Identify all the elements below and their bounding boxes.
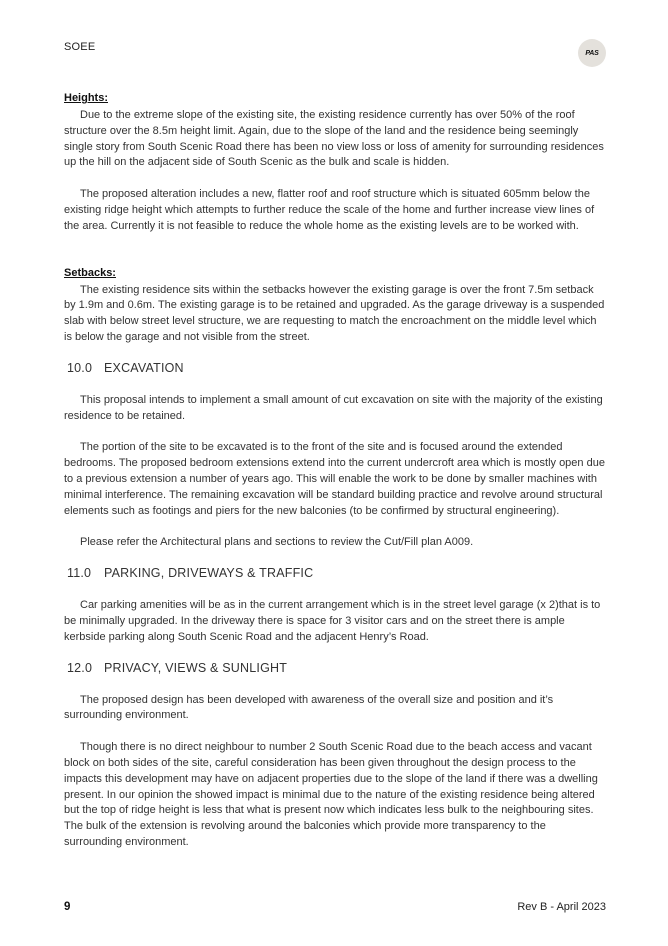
document-label: SOEE	[64, 41, 96, 53]
privacy-heading	[67, 659, 606, 677]
privacy-paragraph: The proposed design has been developed with awareness of the overall size and position and it’s surrounding environment.	[64, 693, 554, 722]
heights-heading: Heights:	[64, 92, 108, 104]
privacy-paragraph: Though there is no direct neighbour to number 2 South Scenic Road due to the beach access and vacant block on both sides of the site, careful consideration has been given throughout the design process to the impacts this development may have on adjacent properties due to the slope of the land if there was a dwelling present. In our opinion the showed impact is minimal due to the nature of the existing residence being altered but the top of ridge height is less that what is present now which indicates less bulk to the neighbouring sites. The bulk of the extension is revolving around the balconies which provide more transparency to the surrounding environment.	[64, 741, 598, 848]
excavation-paragraph: The portion of the site to be excavated is to the front of the site and is focused around the extended bedrooms. The proposed bedroom extensions extend into the current undercroft area which is mostly open due to a previous extension a number of years ago. This will enable the work to be done by smaller machines with minimal interference. The remaining excavation will be standard building practice and revolve around structural elements such as footings and piers for the new balconies (to be confirmed by structural engineering).	[64, 441, 605, 517]
revision-label: Rev B - April 2023	[517, 901, 606, 913]
excavation-section	[64, 359, 606, 551]
heights-paragraph: The proposed alteration includes a new, flatter roof and roof structure which is situated 605mm below the existing ridge height which attempts to further reduce the scale of the home and further increase view lines of the area. Currently it is not feasible to reduce the whole home as the existing levels are to be worked with.	[64, 188, 595, 232]
parking-paragraph: Car parking amenities will be as in the current arrangement which is in the street level garage (x 2)that is to be minimally upgraded. In the driveway there is space for 3 visitor cars and on the street there is ample kerbside parking along South Scenic Road and the adjacent Henry’s Road.	[64, 599, 601, 643]
heights-paragraph: Due to the extreme slope of the existing site, the existing residence currently has over 50% of the roof structure over the 8.5m height limit. Again, due to the slope of the land and the residence being seemingly single story from South Scenic Road there has been no view loss or loss of amenity for surrounding residences up the hill on the adjacent side of South Scenic as the bulk and scale is hidden.	[64, 109, 604, 169]
heights-section	[64, 90, 606, 235]
excavation-paragraph: Please refer the Architectural plans and sections to review the Cut/Fill plan A009.	[80, 536, 474, 549]
setbacks-heading: Setbacks:	[64, 266, 116, 279]
excavation-heading	[67, 359, 606, 377]
logo-text: PAS	[585, 49, 599, 57]
parking-heading	[67, 564, 606, 582]
section-number: 12.0	[67, 660, 93, 675]
section-title: PRIVACY, VIEWS & SUNLIGHT	[104, 660, 288, 675]
parking-section	[64, 564, 606, 645]
section-number: 10.0	[67, 360, 93, 375]
page-number: 9	[64, 901, 71, 913]
setbacks-paragraph: The existing residence sits within the setbacks however the existing garage is over the front 7.5m setback by 1.9m and 0.6m. The existing garage is to be retained and upgraded. As the garage driveway is a suspended slab with below street level structure, we are requesting to match the encroachment on the middle level which is below the garage and not visible from the street.	[64, 283, 605, 343]
company-logo	[578, 39, 606, 67]
page-content	[64, 90, 606, 851]
section-number: 11.0	[67, 566, 92, 581]
privacy-section	[64, 659, 606, 851]
excavation-paragraph: This proposal intends to implement a small amount of cut excavation on site with the majority of the existing residence to be retained.	[64, 393, 603, 422]
setbacks-section	[64, 265, 606, 346]
section-title: PARKING, DRIVEWAYS & TRAFFIC	[104, 566, 314, 581]
section-title: EXCAVATION	[104, 360, 184, 375]
